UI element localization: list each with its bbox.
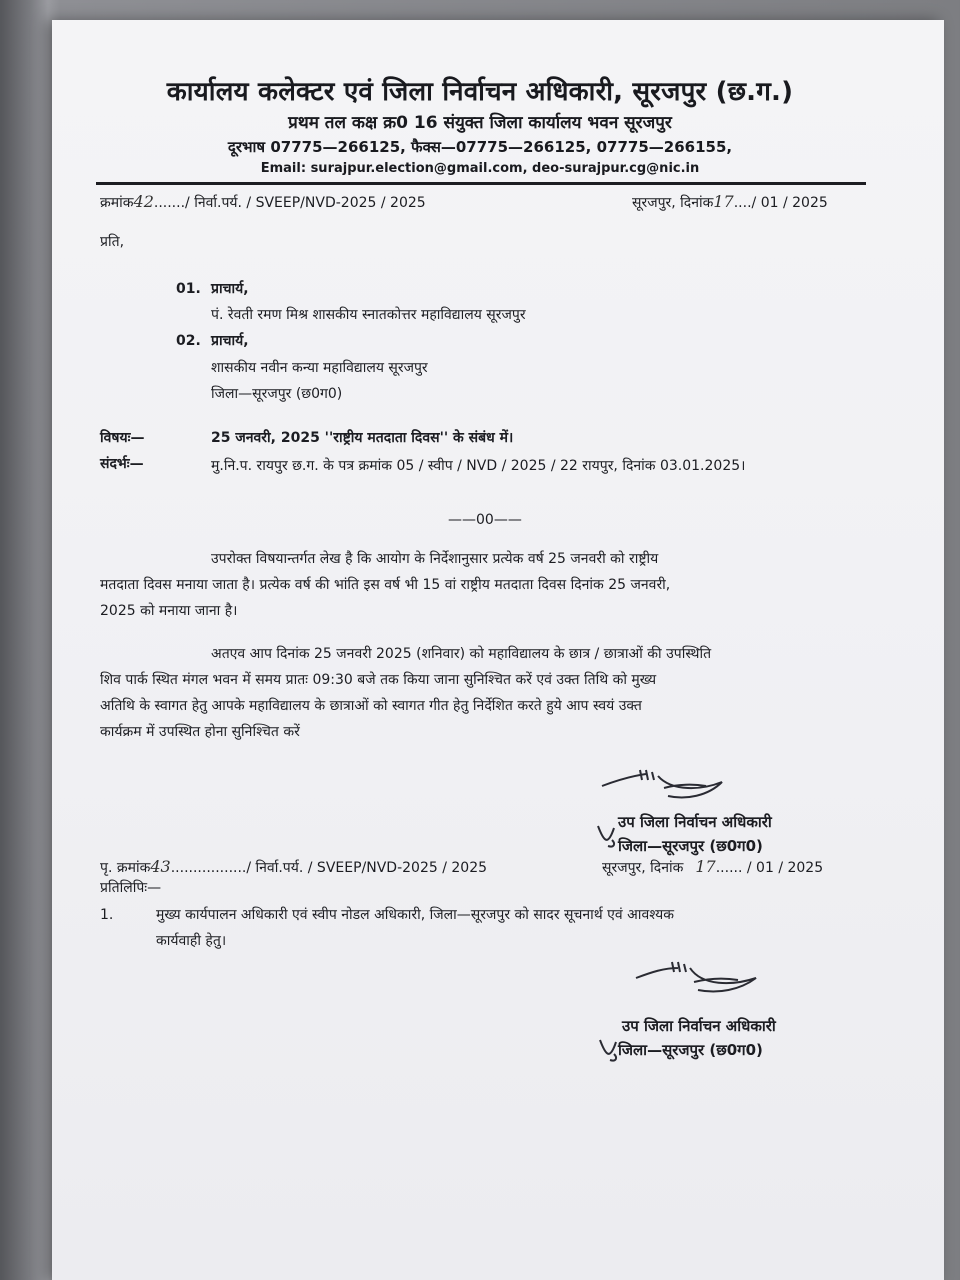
header-rule [96,182,866,185]
recipient-1-number: 01. [176,281,201,297]
ref-handwritten-number: 42 [133,192,154,211]
recipient-1-title: प्राचार्य, [211,281,249,297]
copy-reference-number: पृ. क्रमांक43................./ निर्वा.पर्य. / SVEEP/NVD-2025 / 2025 [100,857,488,876]
signatory-district-copy: जिला—सूरजपुर (छ0ग0) [618,1041,763,1059]
signature-scribble [632,960,772,1014]
office-title: कार्यालय कलेक्टर एवं जिला निर्वाचन अधिकारी, सूरजपुर (छ.ग.) [166,77,794,107]
office-phone: दूरभाष 07775—266125, फैक्स—07775—266125, 07775—266155, [227,138,733,156]
office-address: प्रथम तल कक्ष क्र0 16 संयुक्त जिला कार्यालय भवन सूरजपुर [288,113,672,133]
copy-ref-handwritten-day: 17 [695,857,716,876]
office-email: Email: surajpur.election@gmail.com, deo-surajpur.cg@nic.in [260,161,700,176]
copy-item-line-1: मुख्य कार्यपालन अधिकारी एवं स्वीप नोडल अधिकारी, जिला—सूरजपुर को सादर सूचनार्थ एवं आवश्यक [156,907,675,923]
signatory-title: उप जिला निर्वाचन अधिकारी [618,813,772,831]
recipient-2-district: जिला—सूरजपुर (छ0ग0) [211,386,343,402]
recipient-1-college: पं. रेवती रमण मिश्र शासकीय स्नातकोत्तर महाविद्यालय सूरजपुर [211,307,526,323]
subject-label: विषयः— [100,430,145,446]
body-paragraph-2: अतएव आप दिनांक 25 जनवरी 2025 (शनिवार) को महाविद्यालय के छात्र / छात्राओं की उपस्थिति शिव पार्क स्थित मंगल भवन में समय प्रातः 09:30 बजे तक किया जाना सुनिश्चित करें एवं उक्त तिथि को मुख्य अतिथि के स्वागत हेतु आपके महाविद्यालय के छात्राओं को स्वागत गीत हेतु निर्देशित करते हुये आप स्वयं उक्त कार्यक्रम में उपस्थित होना सुनिश्चित करें [100,646,712,740]
body-paragraph-1: उपरोक्त विषयान्तर्गत लेख है कि आयोग के निर्देशानुसार प्रत्येक वर्ष 25 जनवरी को राष्ट्रीय मतदाता दिवस मनाया जाता है। प्रत्येक वर्ष की भांति इस वर्ष भी 15 वां राष्ट्रीय मतदाता दिवस दिनांक 25 जनवरी, 2025 को मनाया जाना है। [100,551,671,619]
divider-mark: ——00—— [448,512,522,528]
recipient-2-college: शासकीय नवीन कन्या महाविद्यालय सूरजपुर [211,360,428,376]
signatory-title-copy: उप जिला निर्वाचन अधिकारी [622,1017,776,1035]
signatory-district: जिला—सूरजपुर (छ0ग0) [618,837,763,855]
subject-text: 25 जनवरी, 2025 ''राष्ट्रीय मतदाता दिवस'' के संबंध में। [211,430,514,446]
copy-label: प्रतिलिपिः— [100,880,162,896]
prati-label: प्रति, [100,234,125,250]
reference-text: मु.नि.प. रायपुर छ.ग. के पत्र क्रमांक 05 / स्वीप / NVD / 2025 / 22 रायपुर, दिनांक 03.01.2025। [211,458,746,474]
reference-date: सूरजपुर, दिनांक17..../ 01 / 2025 [632,192,828,211]
copy-ref-handwritten-number: 43 [150,857,171,876]
ref-handwritten-day: 17 [713,192,734,211]
initial-mark [594,822,620,850]
recipient-2-number: 02. [176,333,201,349]
recipient-2-title: प्राचार्य, [211,333,249,349]
copy-item-line-2: कार्यवाही हेतु। [156,933,227,949]
copy-reference-date: सूरजपुर, दिनांक 17...... / 01 / 2025 [602,857,824,876]
copy-item-number: 1. [100,907,114,923]
reference-label: संदर्भः— [100,456,144,472]
reference-number: क्रमांक42......./ निर्वा.पर्य. / SVEEP/NVD-2025 / 2025 [100,192,426,211]
